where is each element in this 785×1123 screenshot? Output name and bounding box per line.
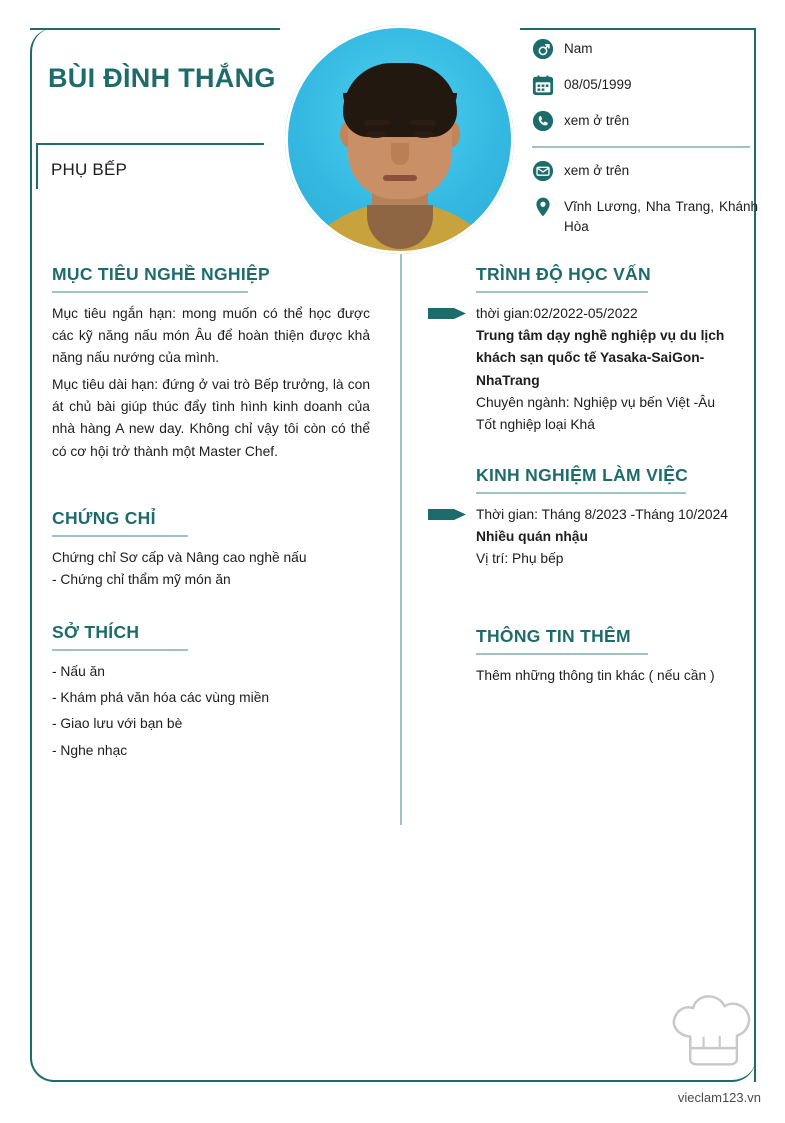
contact-row-birthdate — [532, 74, 758, 96]
contact-birthdate: 08/05/1999 — [564, 77, 632, 92]
education-major: Chuyên ngành: Nghiệp vụ bến Việt -Âu — [476, 394, 716, 410]
list-item: - Giao lưu với bạn bè — [52, 716, 183, 732]
avatar-eye-right — [414, 131, 434, 138]
certificate-line-2: - Chứng chỉ thẩm mỹ món ăn — [52, 571, 231, 587]
contact-row-address — [532, 196, 758, 238]
header-divider-horizontal — [36, 143, 264, 145]
section-extra-info — [476, 626, 748, 687]
education-entry — [476, 303, 748, 437]
education-grade: Tốt nghiệp loại Khá — [476, 417, 595, 433]
objective-paragraph-2: Mục tiêu dài hạn: đứng ở vai trò Bếp trưởng, là con át chủ bài giúp thúc đẩy tình hình kinh doanh của nhà hàng A new day. Không chỉ vậy tôi còn có thể có cơ hội trở thành một Master Chef. — [52, 376, 370, 459]
job-title: PHỤ BẾP — [51, 160, 128, 179]
experience-position: Vị trí: Phụ bếp — [476, 551, 564, 567]
avatar-eyebrow-right — [410, 120, 436, 125]
section-certificates — [52, 508, 370, 591]
section-objective-title: MỤC TIÊU NGHỀ NGHIỆP — [52, 264, 270, 284]
list-item: - Khám phá văn hóa các vùng miền — [52, 689, 270, 705]
contact-list — [532, 38, 758, 251]
education-time: thời gian:02/2022-05/2022 — [476, 305, 638, 321]
section-interests-title: SỞ THÍCH — [52, 622, 140, 642]
avatar-nose — [391, 143, 409, 165]
section-certificates-title: CHỨNG CHỈ — [52, 508, 156, 528]
calendar-icon — [532, 74, 554, 96]
experience-entry — [476, 504, 748, 571]
contact-row-gender — [532, 38, 758, 60]
section-education-rule — [476, 291, 648, 293]
education-school: Trung tâm dạy nghề nghiệp vụ du lịch khách sạn quốc tế Yasaka-SaiGon-NhaTrang — [476, 327, 725, 388]
page-title: BÙI ĐÌNH THẮNG — [48, 63, 276, 93]
section-extra-info-title: THÔNG TIN THÊM — [476, 626, 631, 646]
avatar-eye-left — [366, 131, 386, 138]
column-divider — [400, 240, 402, 825]
section-interests — [52, 622, 370, 762]
section-experience-title: KINH NGHIỆM LÀM VIỆC — [476, 465, 689, 485]
avatar-eyebrow-left — [364, 120, 390, 125]
list-item: - Nấu ăn — [52, 663, 105, 679]
header-divider-vertical — [36, 143, 38, 189]
avatar-hair-fringe — [343, 93, 457, 119]
experience-time: Thời gian: Tháng 8/2023 -Tháng 10/2024 — [476, 506, 728, 522]
section-certificates-rule — [52, 535, 188, 537]
avatar-mouth — [383, 175, 417, 181]
contact-gender: Nam — [564, 41, 593, 56]
certificate-line-1: Chứng chỉ Sơ cấp và Nâng cao nghề nấu — [52, 549, 307, 565]
page-border-top-right — [520, 28, 756, 30]
email-icon — [532, 160, 554, 182]
contact-phone: xem ở trên — [564, 113, 630, 128]
section-experience — [476, 465, 748, 571]
phone-icon — [532, 110, 554, 132]
gender-icon — [532, 38, 554, 60]
section-interests-rule — [52, 649, 188, 651]
footer-site: vieclam123.vn — [677, 1090, 761, 1105]
extra-info-text: Thêm những thông tin khác ( nếu cần ) — [476, 667, 715, 683]
contact-row-phone — [532, 110, 758, 132]
contact-address: Vĩnh Lương, Nha Trang, Khánh Hòa — [564, 198, 758, 234]
section-extra-info-rule — [476, 653, 648, 655]
contact-email: xem ở trên — [564, 162, 630, 178]
section-education-title: TRÌNH ĐỘ HỌC VẤN — [476, 264, 651, 284]
section-objective — [52, 264, 370, 463]
arrow-marker-icon — [428, 508, 468, 521]
section-experience-rule — [476, 492, 686, 494]
objective-paragraph-1: Mục tiêu ngắn hạn: mong muốn có thể học được các kỹ năng nấu món Âu để hoàn thiện được khả năng nấu nướng của mình. — [52, 305, 370, 366]
section-objective-rule — [52, 291, 248, 293]
location-pin-icon — [532, 196, 554, 218]
list-item: - Nghe nhạc — [52, 742, 128, 758]
chef-hat-icon — [667, 993, 763, 1071]
experience-place: Nhiều quán nhậu — [476, 528, 588, 544]
section-education — [476, 264, 748, 437]
contact-row-email — [532, 160, 758, 182]
arrow-marker-icon — [428, 307, 468, 320]
avatar — [285, 25, 514, 254]
page-border-top-left — [30, 28, 280, 30]
contact-divider — [532, 146, 750, 148]
